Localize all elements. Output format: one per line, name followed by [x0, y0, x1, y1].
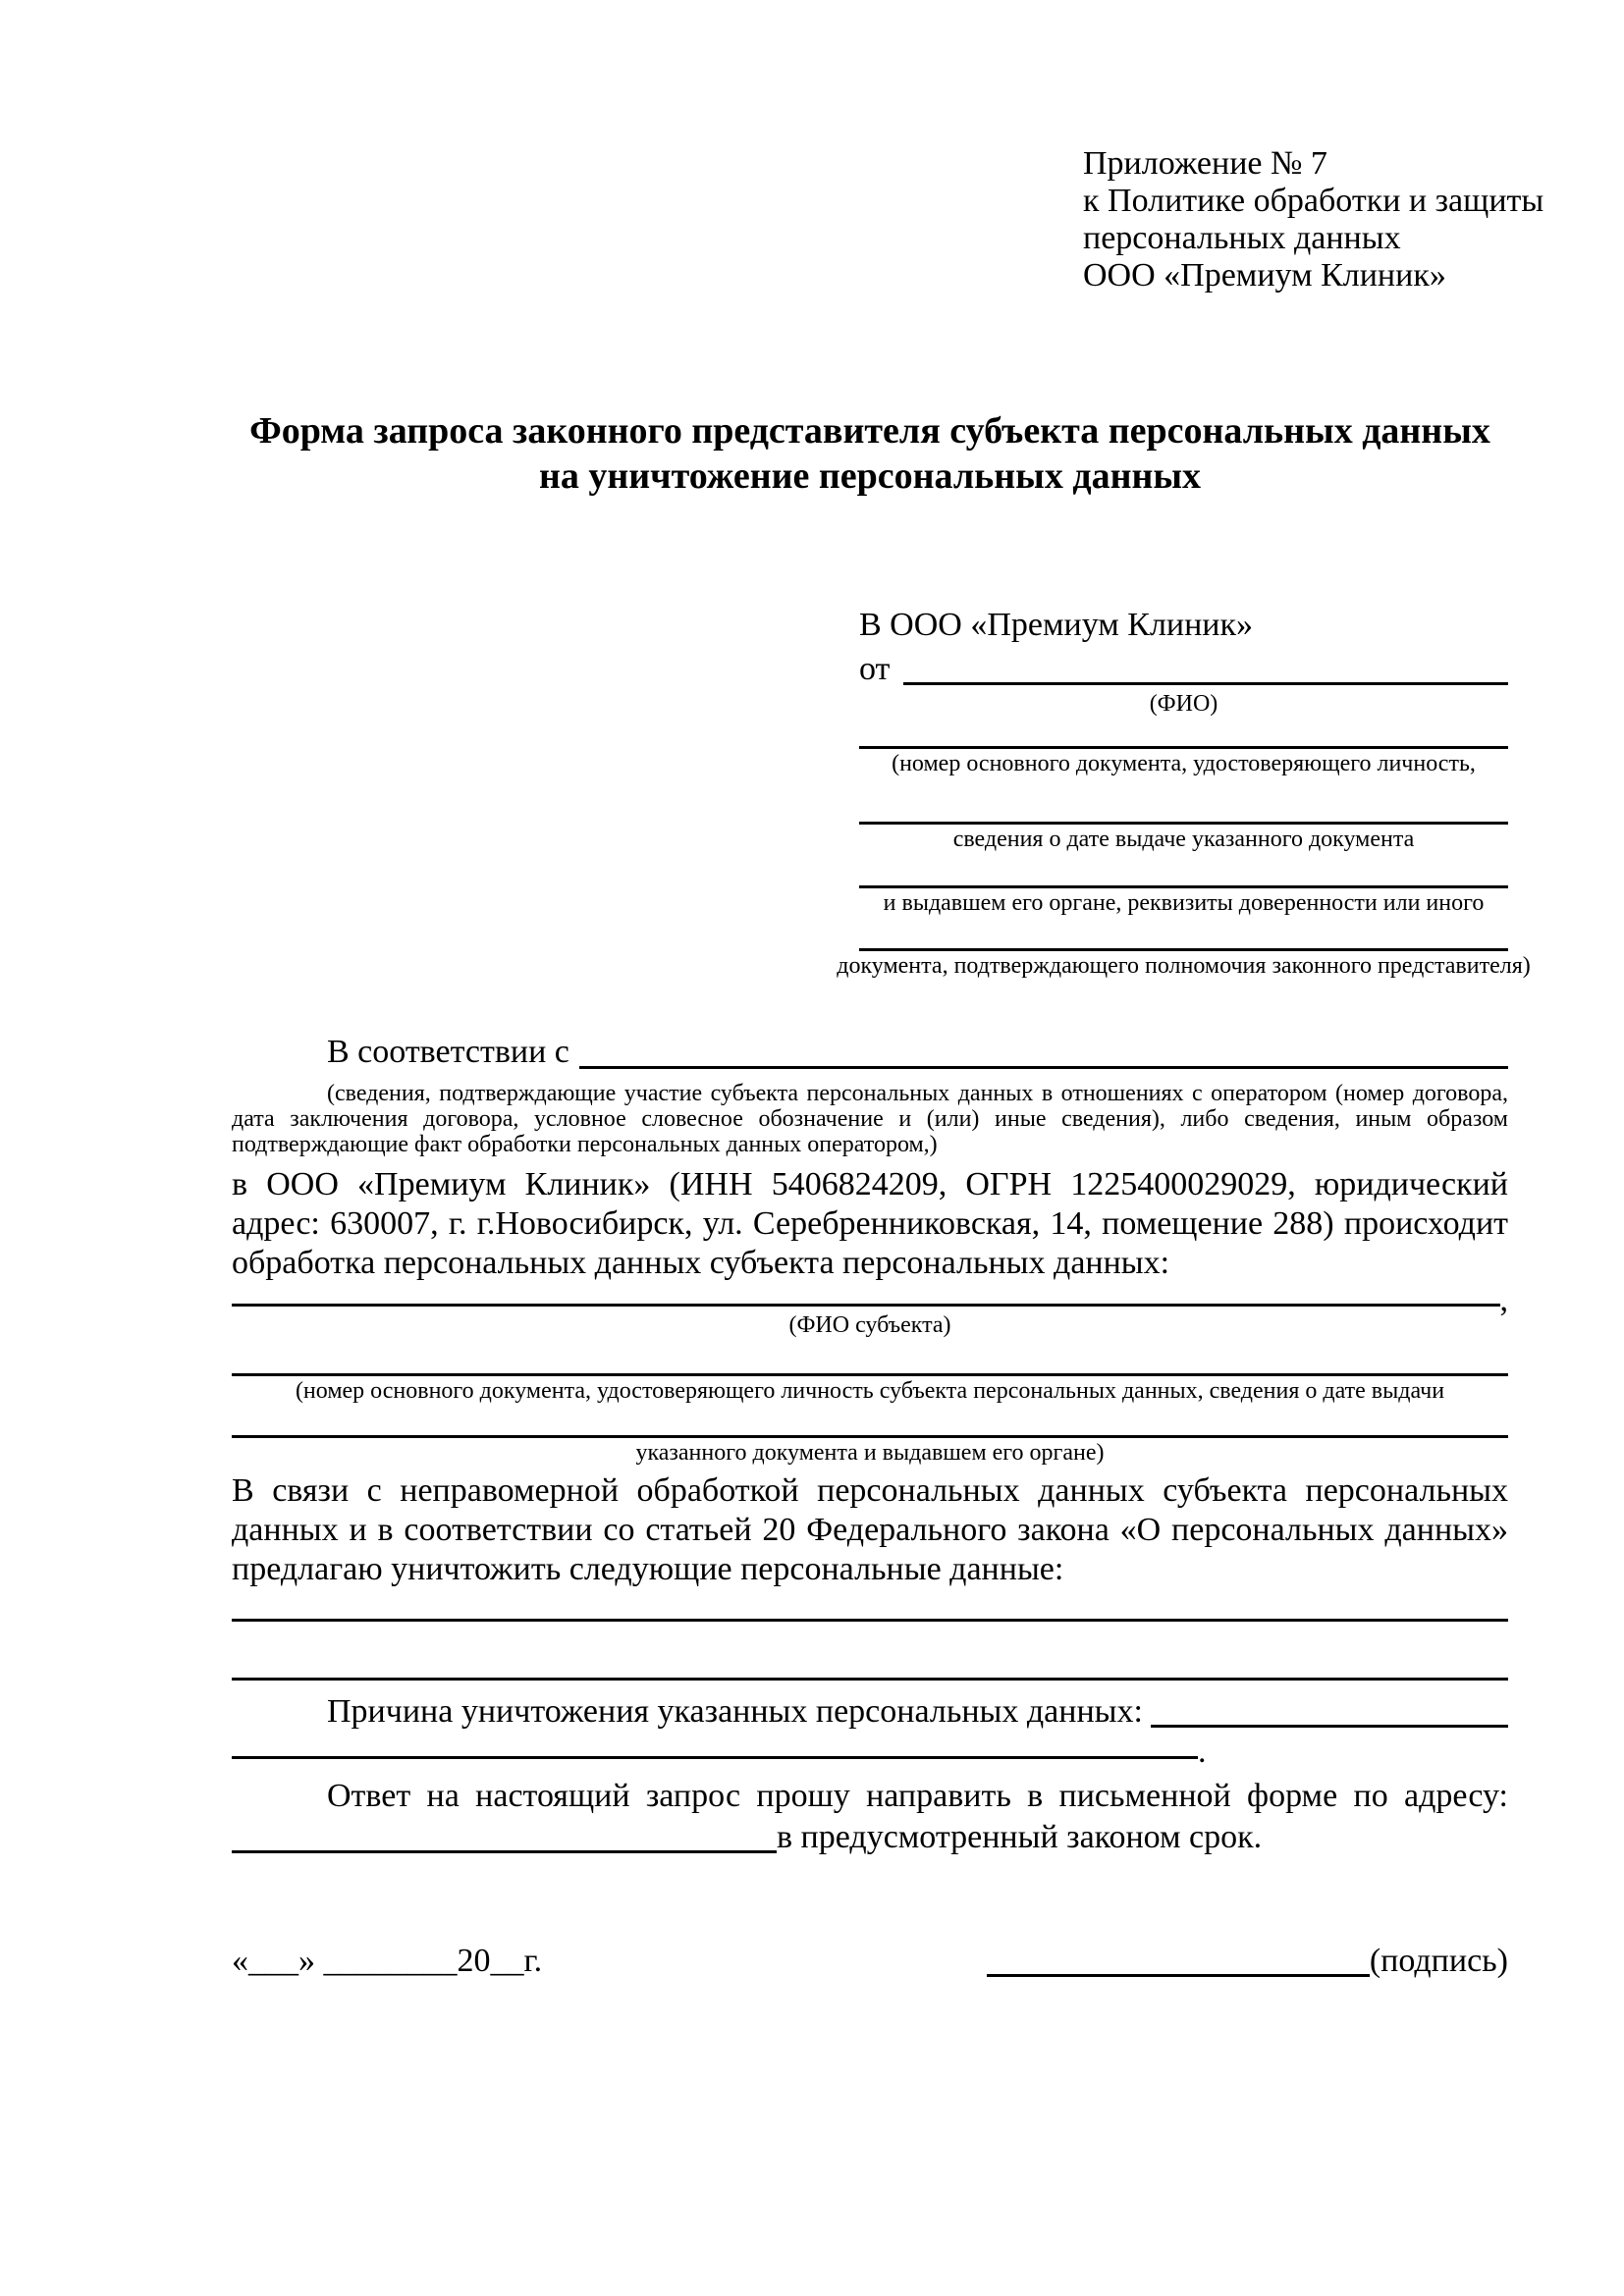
representative-doc-blank-1 [859, 717, 1508, 749]
destruction-request-paragraph: В связи с неправомерной обработкой персональных данных субъекта персональных данных и в соответствии со статьей 20 Федерального закона «О персональных данных» предлагаю уничтожить следующие персональные данные: [232, 1472, 1508, 1587]
subject-fio-comma: , [1499, 1282, 1508, 1318]
reason-label: Причина уничтожения указанных персональных данных: [327, 1693, 1143, 1730]
accordance-blank [579, 1066, 1508, 1069]
appendix-header-line: ООО «Премиум Клиник» [1083, 257, 1446, 294]
addressee-block [837, 605, 1531, 979]
representative-doc-caption-2: сведения о дате выдаче указанного документа [952, 827, 1415, 852]
data-to-destroy-blank-2 [232, 1622, 1508, 1681]
representative-doc-caption-3: и выдавшем его органе, реквизиты доверенности или иного [883, 890, 1485, 916]
document-title [232, 408, 1508, 499]
from-label: от [859, 651, 891, 687]
representative-doc-blank-2 [859, 776, 1508, 825]
representative-doc-blank-4 [859, 916, 1508, 951]
signature-caption: (подпись) [1369, 1943, 1508, 1979]
subject-doc-blank-1 [232, 1338, 1508, 1376]
from-row [859, 650, 1508, 689]
subject-fio-row [232, 1282, 1508, 1318]
answer-address-blank [232, 1850, 777, 1853]
subject-doc-caption-1: (номер основного документа, удостоверяющего личность субъекта персональных данных, сведения о дате выдачи [295, 1378, 1445, 1404]
answer-address-row [232, 1818, 1508, 1857]
subject-doc-blank-2 [232, 1404, 1508, 1438]
date-blank: «___» ________20__г. [232, 1943, 543, 1979]
reason-period: . [1198, 1734, 1207, 1770]
reason-continuation-row [232, 1732, 1508, 1770]
accordance-row [232, 1032, 1508, 1073]
representative-doc-caption-1: (номер основного документа, удостоверяющего личность, [892, 751, 1476, 776]
data-to-destroy-blank-1 [232, 1589, 1508, 1622]
reason-continuation-blank [232, 1756, 1198, 1759]
appendix-header-line: Приложение № 7 [1083, 145, 1327, 182]
answer-request-line: Ответ на настоящий запрос прошу направить в письменной форме по адресу: [327, 1778, 1508, 1814]
appendix-header [1083, 145, 1544, 294]
appendix-header-line: персональных данных [1083, 220, 1401, 256]
representative-doc-blank-3 [859, 852, 1508, 888]
subject-fio-blank [232, 1304, 1500, 1307]
representative-doc-caption-4: документа, подтверждающего полномочия законного представителя) [837, 953, 1531, 979]
accordance-prefix: В соответствии с [327, 1034, 569, 1070]
subject-fio-caption: (ФИО субъекта) [788, 1312, 951, 1338]
signature-blank [987, 1974, 1370, 1977]
operator-details-paragraph: в ООО «Премиум Клиник» (ИНН 5406824209, ОГРН 1225400029029, юридический адрес: 630007, г. г.Новосибирск, ул. Серебренниковская, 14, помещение 288) происходит обработка персональных данных субъекта персональных данных: [232, 1166, 1508, 1281]
fio-caption: (ФИО) [1149, 691, 1218, 717]
answer-tail-text: в предусмотренный законом срок. [777, 1819, 1263, 1855]
document-title-line1: Форма запроса законного представителя субъекта персональных данных [249, 410, 1490, 452]
signature-group [987, 1942, 1508, 1981]
from-fio-blank [903, 682, 1508, 685]
document-title-line2: на уничтожение персональных данных [538, 455, 1202, 497]
addressee-organization: В ООО «Премиум Клиник» [859, 607, 1254, 643]
reason-row [232, 1692, 1508, 1732]
appendix-header-line: к Политике обработки и защиты [1083, 183, 1544, 219]
accordance-note: (сведения, подтверждающие участие субъекта персональных данных в отношениях с оператором (номер договора, дата заключения договора, условное словесное обозначение и (или) иные сведения), либо сведения, иным образом подтверждающие факт обработки персональных данных оператором,) [232, 1081, 1508, 1157]
subject-doc-caption-2: указанного документа и выдавшем его органе) [635, 1440, 1105, 1466]
date-signature-row [232, 1942, 1508, 1981]
reason-blank [1151, 1725, 1508, 1728]
